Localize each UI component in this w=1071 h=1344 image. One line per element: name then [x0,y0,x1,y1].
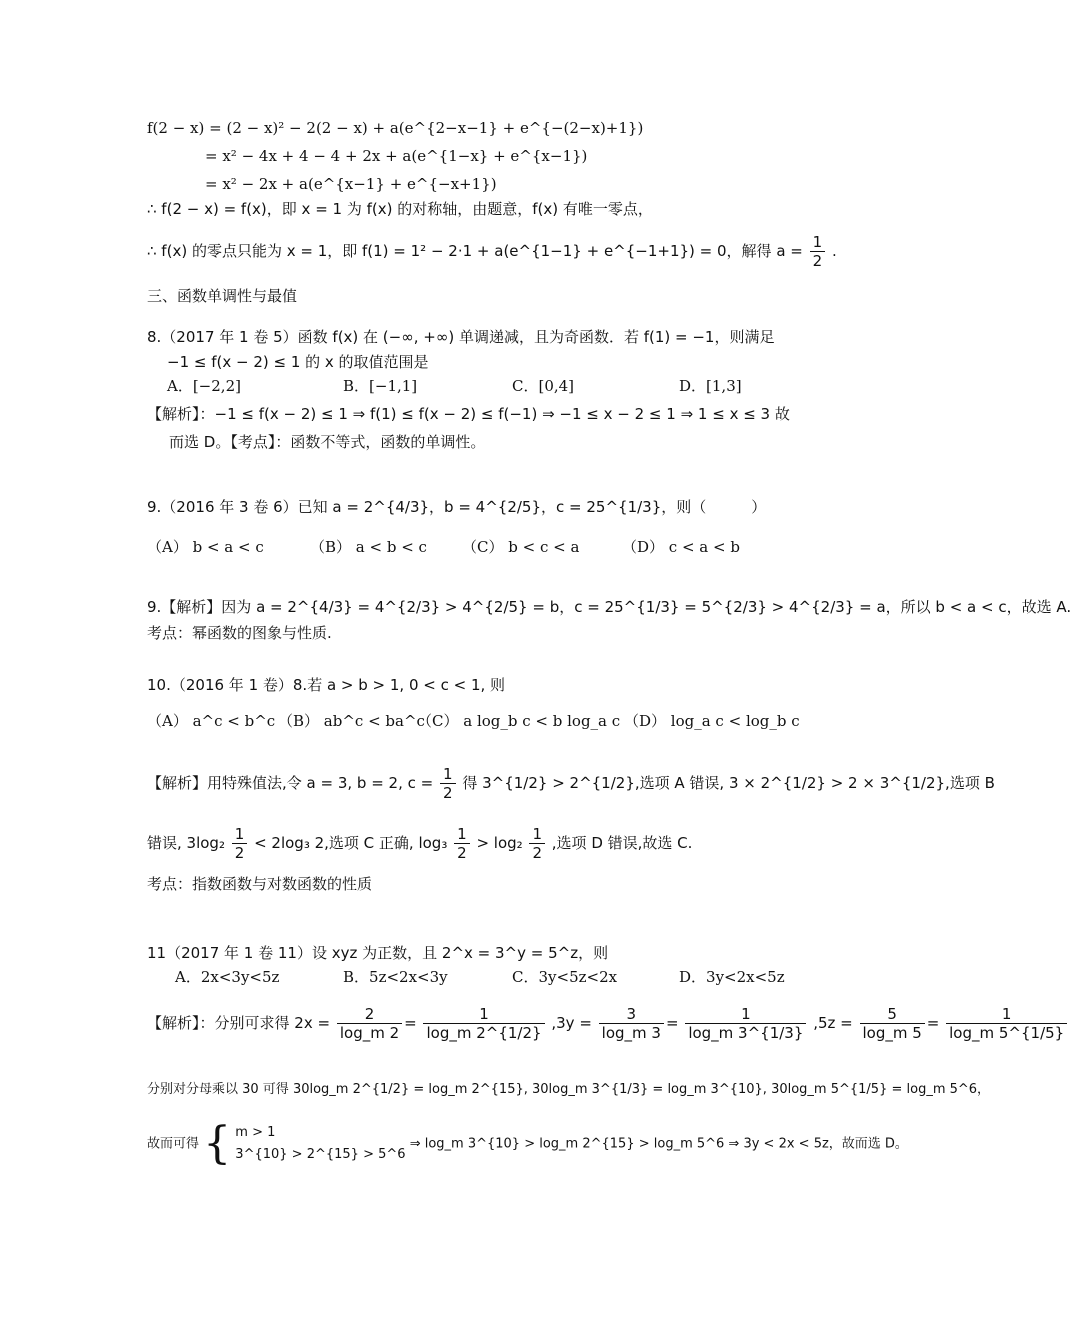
q9-stem: 9.（2016 年 3 卷 6）已知 a = 2^{4/3}，b = 4^{2/5}，c = 25^{1/3}，则（ ） [147,498,767,516]
q8-option-d: D．[1,3] [679,377,742,395]
fraction: $\frac{5}{\log\_m 5}$ [860,1005,925,1042]
fraction: $\frac{1}{\log\_m 5\^{}\{1/5\}}$ [946,1005,1067,1042]
q8-option-c: C．[0,4] [512,377,575,395]
q9-option-a: （A） b < a < c [147,538,264,556]
q9-option-b: （B） a < b < c [310,538,427,556]
inequality-system: m > 1 3^{10} > 2^{15} > 5^6 [235,1125,406,1162]
q11-stem: 11（2017 年 1 卷 11）设 xyz 为正数，且 2^x = 3^y = 5^z，则 [147,944,609,962]
derivation-conclusion-1: ∴ f(2 − x) = f(x)，即 x = 1 为 f(x) 的对称轴，由题意，f(x) 有唯一零点， [147,200,653,218]
q11-solution-1: 【解析】：分别可求得 2x = $\frac{2}{\log\_m 2}$ = $\frac{1}{\log\_m 2\^{}\{1/2\}}$ ,3y = $\frac{3}{\log\_m 3}$ = $\frac{1}{\log\_m 3\^{}\{1/3\}}$ ,5z = $\frac{5}{\log\_m 5}$ = $\frac{1}{\log\_m 5\^{}\{1/5\}}$ [147,1005,1069,1042]
q9-option-c: （C） b < c < a [462,538,580,556]
q8-solution-2: 而选 D。【考点】：函数不等式，函数的单调性。 [169,433,486,451]
q9-solution-1: 9.【解析】因为 a = 2^{4/3} = 4^{2/3} > 4^{2/5} = b，c = 25^{1/3} = 5^{2/3} > 4^{2/3} = a，所以 b < a < c，故选 A. [147,598,1071,616]
derivation-eq3: = x² − 2x + a(e^{x−1} + e^{−x+1}) [205,175,497,193]
q10-option-c: （C） a log_b c < b log_a c [417,712,621,730]
fraction-half: $\frac{1}{2}$ [529,825,545,862]
q9-option-d: （D） c < a < b [622,538,740,556]
q8-option-b: B．[−1,1] [343,377,418,395]
q10-option-b: （B） ab^c < ba^c [278,712,425,730]
fraction: $\frac{1}{\log\_m 2\^{}\{1/2\}}$ [423,1005,544,1042]
q11-solution-3: 故而可得 { m > 1 3^{10} > 2^{15} > 5^6 ⇒ log_m 3^{10} > log_m 2^{15} > log_m 5^6 ⇒ 3y < 2x < 5z，故而选 D。 [147,1118,908,1169]
fraction: $\frac{3}{\log\_m 3}$ [599,1005,664,1042]
q10-option-d: （D） log_a c < log_b c [624,712,800,730]
q8-solution-1: 【解析】：−1 ≤ f(x − 2) ≤ 1 ⇒ f(1) ≤ f(x − 2) ≤ f(−1) ⇒ −1 ≤ x − 2 ≤ 1 ⇒ 1 ≤ x ≤ 3 故 [147,405,790,423]
fraction-half: $\frac{1}{2}$ [232,825,248,862]
q11-option-b: B．5z<2x<3y [343,968,448,986]
q8-option-a: A．[−2,2] [167,377,241,395]
q10-solution-1: 【解析】用特殊值法,令 a = 3, b = 2, c = $\frac{1}{2}$ 得 3^{1/2} > 2^{1/2},选项 A 错误, 3 × 2^{1/2} > 2 × 3^{1/2},选项 B [147,765,995,802]
left-brace-icon: { [203,1118,232,1169]
q11-option-c: C．3y<5z<2x [512,968,618,986]
derivation-eq2: = x² − 4x + 4 − 4 + 2x + a(e^{1−x} + e^{x−1}) [205,147,588,165]
fraction-half: $\frac{1}{2}$ [454,825,470,862]
q9-solution-2: 考点：幂函数的图象与性质. [147,624,332,642]
fraction: $\frac{1}{\log\_m 3\^{}\{1/3\}}$ [685,1005,806,1042]
q10-solution-3: 考点：指数函数与对数函数的性质 [147,875,373,893]
q10-stem: 10.（2016 年 1 卷）8.若 a > b > 1, 0 < c < 1, 则 [147,676,506,694]
q11-option-d: D．3y<2x<5z [679,968,785,986]
q10-solution-2: 错误, 3log₂ $\frac{1}{2}$ < 2log₃ 2,选项 C 正确, log₃ $\frac{1}{2}$ > log₂ $\frac{1}{2}$ ,选项 D 错误,故选 C. [147,825,693,862]
conclusion-text: ∴ f(x) 的零点只能为 x = 1，即 f(1) = 1² − 2·1 + a(e^{1−1} + e^{−1+1}) = 0，解得 a = [147,242,803,260]
section-heading: 三、函数单调性与最值 [147,287,298,305]
fraction-half: $\frac{1}{2}$ [810,233,826,270]
q11-solution-2: 分别对分母乘以 30 可得 30log_m 2^{1/2} = log_m 2^{15}, 30log_m 3^{1/3} = log_m 3^{10}, 30log_m 5^{1/5} = log_m 5^6， [147,1082,991,1097]
fraction-half: $\frac{1}{2}$ [440,765,456,802]
q8-stem-2: −1 ≤ f(x − 2) ≤ 1 的 x 的取值范围是 [167,353,429,371]
q11-option-a: A．2x<3y<5z [175,968,280,986]
derivation-conclusion-2: ∴ f(x) 的零点只能为 x = 1，即 f(1) = 1² − 2·1 + a(e^{1−1} + e^{−1+1}) = 0，解得 a = $\frac{1}{2}$ . [147,233,837,270]
derivation-eq1: f(2 − x) = (2 − x)² − 2(2 − x) + a(e^{2−x−1} + e^{−(2−x)+1}) [147,119,644,137]
fraction: $\frac{2}{\log\_m 2}$ [337,1005,402,1042]
q8-stem-1: 8.（2017 年 1 卷 5）函数 f(x) 在 (−∞, +∞) 单调递减，且为奇函数．若 f(1) = −1，则满足 [147,328,775,346]
q10-option-a: （A） a^c < b^c [147,712,276,730]
